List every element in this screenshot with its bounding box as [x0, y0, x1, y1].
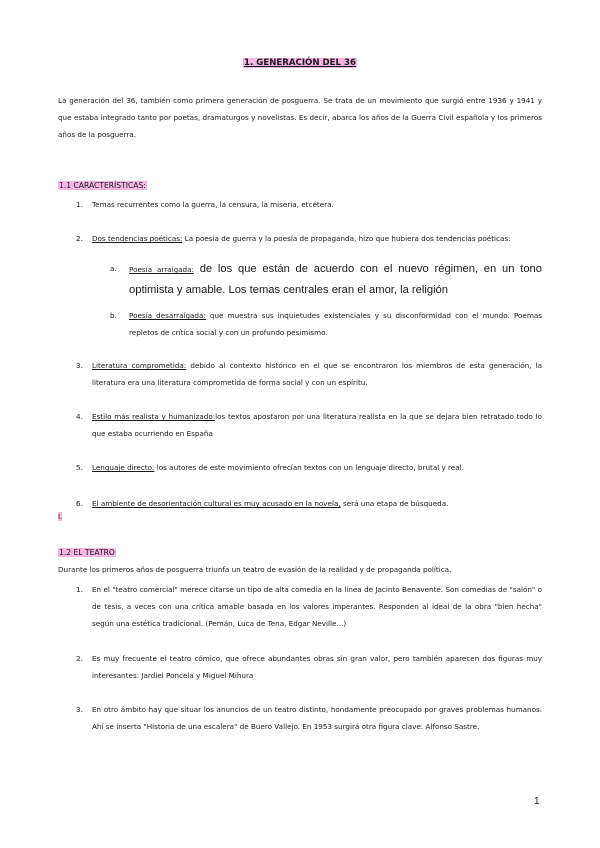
- item-label: Lenguaje directo:: [92, 463, 155, 472]
- list-number: 5.: [76, 463, 83, 472]
- list-number: 2.: [76, 234, 83, 243]
- page-title: [0, 58, 600, 68]
- section-heading-theatre: [58, 548, 116, 557]
- item-text: que muestra sus inquietudes existenciales y su disconformidad con el mundo. Poemas repletos de crítica social y con un profundo pesimismo.: [129, 311, 542, 337]
- list-item: [92, 408, 542, 442]
- intro-paragraph: La generación del 36, también como primera generación de posguerra. Se trata de un movimiento que surgió entre 1936 y 1941 y que estaba integrado tanto por poetas, dramaturgos y novelistas. Es decir, abarca los años de la Guerra Civil española y los primeros años de la posguerra.: [58, 96, 542, 139]
- stray-text: I.: [58, 512, 63, 521]
- list-number: 1.: [76, 200, 83, 209]
- item-label: Poesía desarraigada:: [129, 311, 206, 320]
- list-item: Temas recurrentes como la guerra, la censura, la miseria, etcétera.: [92, 200, 334, 209]
- item-label: Dos tendencias poéticas:: [92, 234, 183, 243]
- stray-marker: [58, 512, 62, 521]
- list-number: 3.: [76, 705, 83, 714]
- list-item: Es muy frecuente el teatro cómico, que ofrece abundantes obras sin gran valor, pero también aparecen dos figuras muy interesantes: Jardiel Poncela y Miguel Mihura: [92, 654, 542, 680]
- sublist-letter: b.: [110, 311, 117, 320]
- list-item: En el "teatro comercial" merece citarse un tipo de alta comedia en la línea de Jacinto Benavente. Son comedias de "salón" o de tesis, a veces con una crítica amable basada en los valores imperantes. Responden al ideal de la obra "bien hecha" según una estética tradicional. (Pemán, Luca de Tena, Edgar Neville...): [92, 585, 542, 628]
- item-text: de los que están de acuerdo con el nuevo régimen, en un tono optimista y amable. Los temas centrales eran el amor, la religión: [129, 263, 542, 296]
- sublist-item: [129, 257, 542, 299]
- item-label: Estilo más realista y humanizado:: [92, 412, 216, 421]
- sublist-item: [129, 307, 542, 341]
- list-item: [92, 459, 542, 476]
- heading-text: 1.2 EL TEATRO: [59, 548, 115, 557]
- heading-text: 1.1 CARACTERÍSTICAS:: [59, 181, 146, 190]
- theatre-intro: Durante los primeros años de posguerra triunfa un teatro de evasión de la realidad y de propaganda política.: [58, 565, 452, 574]
- item-text: los textos apostaron por una literatura realista en la que se dejara bien retratado todo lo que estaba ocurriendo en España: [92, 412, 542, 438]
- page-number: 1: [534, 796, 540, 807]
- list-item: [92, 230, 542, 247]
- item-label: Poesía arraigada:: [129, 265, 194, 274]
- list-number: 3.: [76, 361, 83, 370]
- sublist-letter: a.: [110, 264, 117, 273]
- list-number: 4.: [76, 412, 83, 421]
- list-number: 2.: [76, 654, 83, 663]
- item-text: La poesía de guerra y la poesía de propaganda, hizo que hubiera dos tendencias poéticas:: [182, 234, 511, 243]
- list-item: [92, 357, 542, 391]
- item-label: Literatura comprometida:: [92, 361, 187, 370]
- list-number: 1.: [76, 585, 83, 594]
- list-item: [92, 495, 542, 512]
- list-item: En otro ámbito hay que situar los anuncios de un teatro distinto, hondamente preocupado por graves problemas humanos. Ahí se inserta "Historia de una escalera" de Buero Vallejo. En 1953 surgirá otra figura clave: Alfonso Sastre.: [92, 705, 542, 731]
- list-number: 6.: [76, 499, 83, 508]
- item-text: será una etapa de búsqueda.: [340, 499, 449, 508]
- item-text: los autores de este movimiento ofrecían textos con un lenguaje directo, brutal y real.: [154, 463, 464, 472]
- item-label: El ambiente de desorientación cultural es muy acusado en la novela,: [92, 499, 341, 508]
- title-text: 1. GENERACIÓN DEL 36: [244, 58, 356, 68]
- item-text: debido al contexto histórico en el que se encontraron los miembros de esta generación, la literatura era una literatura comprometida de forma social y con un espíritu.: [92, 361, 543, 387]
- section-heading-characteristics: [58, 181, 147, 190]
